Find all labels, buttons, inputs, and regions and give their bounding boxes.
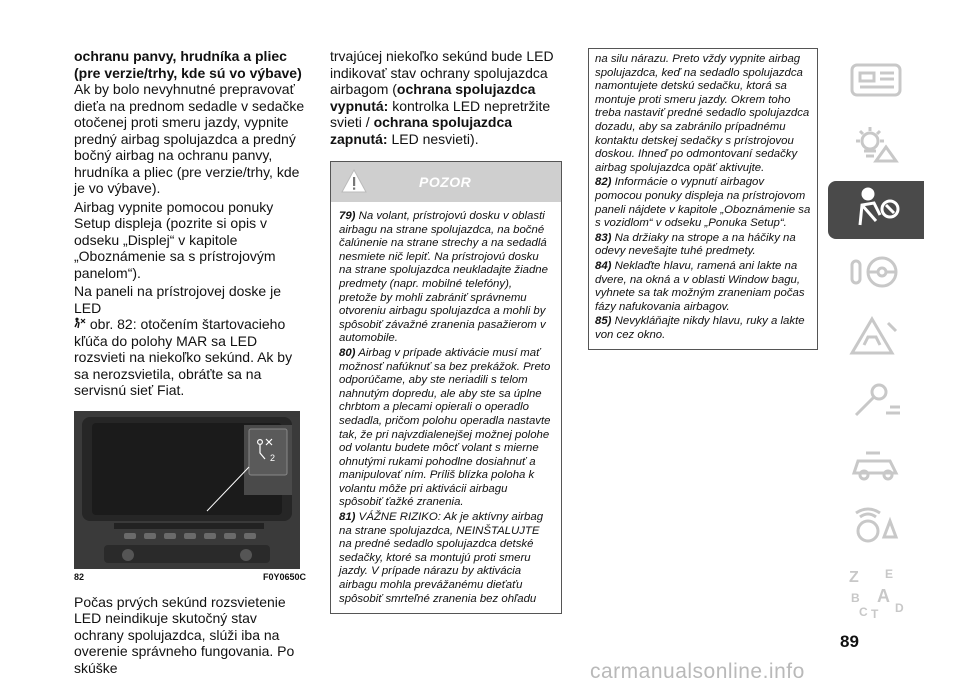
warning-item-85	[595, 315, 811, 342]
warning-body	[331, 202, 561, 613]
warning-item-80-number: 80)	[339, 346, 356, 359]
led-status-bold-on: ochrana spolujazdca zapnutá:	[330, 114, 513, 147]
warning-item-81-text: VÁŽNE RIZIKO: Ak je aktívny airbag na strane spolujazdca, NEINŠTALUJTE na predné sedadlo spolujazdca detské sedačky, ktoré sa montujú proti smeru jazdy. V prípade nárazu by aktivácia airbagu mohla prevážanému dieťaťu spôsobiť smrteľné zranenia bez ohľadu	[339, 511, 544, 605]
warning-item-83	[595, 232, 811, 259]
tab-service-wrench[interactable]	[828, 373, 924, 431]
paragraph-4: Počas prvých sekúnd rozsvietenie LED neindikuje skutočný stav ochrany spolujazdca, slúži iba na overenie správneho fungovania. Po skúške	[74, 593, 295, 676]
warning-item-79	[339, 210, 553, 346]
warning-item-79-text: Na volant, prístrojovú dosku v oblasti airbagu na strane spolujazdca, na bočné čalúnenie na strane strechy a na sedadlá nesmiete nič lepiť. Na prístrojovú dosku na strane spolujazdca neukladajte žiadne predmety (napr. mobilné telefóny), pretože by mohli zabrániť správnemu otvoreniu airbagu spolujazdca a mohli by spôsobiť závažné zranenia pasažierom v automobile.	[339, 210, 548, 345]
warning-item-82-number: 82)	[595, 176, 612, 189]
paragraph-2: Airbag vypnite pomocou ponuky Setup displeja (pozrite si opis v odseku „Displej“ v kapitole „Oboznámenie sa s prístrojovým panelom“).	[74, 198, 276, 281]
tab-breakdown-warning[interactable]	[828, 309, 924, 367]
figure-number: 82	[74, 571, 85, 582]
figure-code: F0Y0650C	[262, 571, 306, 582]
warning-item-80-text: Airbag v prípade aktivácie musí mať možnosť nafúknuť sa bez prekážok. Preto odporúčame, aby ste neriadili s telom nahnutým dopredu, ale aby ste sa úplne chrbtom a plecami opierali o operadlo sedadla, pričom polohu operadla nastavte tak, že pri najvzdialenejšej možnej polohe od volantu budete môcť volant s mierne ohnutými rukami pohodlne dosiahnuť a manipulovať ním. Príliš blízka poloha k volantu môže pri aktivácii airbagu spôsobiť ťažké zranenia.	[339, 346, 551, 509]
figure-caption	[74, 572, 306, 582]
index-letter: Z	[849, 568, 859, 586]
paragraph-3b-text: obr. 82: otočením štartovacieho kľúča do polohy MAR sa LED rozsvieti na niekoľko sekúnd. Ak by sa nerozsvietila, obráťte sa na servisnú sieť Fiat.	[74, 316, 293, 398]
watermark: carmanualsonline.info	[590, 660, 805, 683]
warning-header	[331, 162, 561, 202]
column-left	[74, 48, 306, 678]
paragraph-3	[74, 283, 306, 399]
index-letter: C	[859, 604, 868, 619]
led-status-text-c: LED nesvieti).	[387, 130, 479, 147]
warning-item-85-text: Nevykláňajte nikdy hlavu, ruky a lakte von cez okno.	[595, 315, 805, 341]
figure-82-image	[74, 411, 300, 569]
warning-item-83-text: Na držiaky na strope a na háčiky na odevy nevešajte tuhé predmety.	[595, 231, 796, 258]
index-letter: D	[895, 600, 904, 615]
warning-item-84	[595, 260, 811, 314]
warning-item-81	[339, 511, 553, 606]
led-status-text-a: trvajúcej niekoľko sekúnd bude LED indikovať stav ochrany spolujazdca airbagom (	[330, 48, 554, 97]
car-tools-icon	[846, 443, 906, 490]
warning-continued-text: na silu nárazu. Preto vždy vypnite airbag spolujazdca, keď na sedadlo spolujazdca namontujete detskú sedačku, ktorá sa montuje proti smeru jazdy. Okrem toho treba nastaviť predné sedadlo spolujazdca dozadu, aby sa zabránilo prípadnému kontaktu detskej sedačky s prístrojovou doskou. Ihneď po odmontovaní sedačky airbag spolujazdca opäť aktivujte.	[595, 53, 810, 174]
warning-item-82-text: Informácie o vypnutí airbagov pomocou ponuky displeja na prístrojovom paneli nájdete v kapitole „Oboznámenie sa s vozidlom“ v odseku „Ponuka Setup“.	[595, 176, 811, 230]
service-wrench-icon	[846, 379, 906, 426]
seatbelt-airbag-icon	[846, 185, 906, 236]
airbag-off-icon	[74, 316, 90, 332]
index-letter: A	[877, 585, 890, 606]
key-steering-icon	[846, 251, 906, 298]
tab-warning-lights[interactable]	[828, 117, 924, 175]
page-number: 89	[840, 632, 859, 651]
breakdown-warning-icon	[846, 315, 906, 362]
warning-item-84-text: Neklaďte hlavu, ramená ani lakte na dvere, na okná a v oblasti Window bagu, vyhnete sa tak možným zraneniam počas fázy nafukovania airbagov.	[595, 259, 805, 313]
section-heading-line2: (pre verzie/trhy, kde sú vo výbave)	[74, 64, 302, 81]
warning-box	[330, 161, 562, 614]
warning-item-79-number: 79)	[339, 210, 356, 222]
media-nav-icon	[846, 507, 906, 554]
warning-item-82	[595, 176, 811, 230]
warning-item-80	[339, 347, 553, 510]
tab-media-nav[interactable]	[828, 501, 924, 559]
section-heading-line1: ochranu panvy, hrudníka a pliec	[74, 48, 287, 64]
warning-triangle-icon	[341, 168, 367, 199]
column-right	[588, 48, 818, 350]
warning-continued-box	[588, 48, 818, 350]
svg-text:2: 2	[270, 452, 276, 463]
led-status-paragraph	[330, 48, 562, 147]
led-status-bold-off: ochrana spolujazdca vypnutá:	[330, 81, 536, 114]
warning-item-83-number: 83)	[595, 231, 612, 244]
tab-seatbelt-airbag[interactable]	[828, 181, 924, 239]
index-letter: T	[871, 606, 879, 620]
index-letters-icon	[841, 564, 911, 625]
tab-car-tools[interactable]	[828, 437, 924, 495]
warning-lights-icon	[846, 123, 906, 170]
chapter-tabs	[828, 53, 928, 629]
warning-item-81-number: 81)	[339, 511, 356, 524]
column-middle	[330, 48, 562, 614]
car-dashboard-icon	[846, 59, 906, 106]
tab-key-steering[interactable]	[828, 245, 924, 303]
index-letter: B	[851, 590, 860, 605]
led-status-text-b: kontrolka LED nepretržite svieti /	[330, 97, 551, 130]
warning-item-85-number: 85)	[595, 315, 612, 328]
warning-item-84-number: 84)	[595, 259, 612, 272]
paragraph-3-text: Na paneli na prístrojovej doske je LED	[74, 283, 282, 316]
paragraph-1: Ak by bolo nevyhnutné prepravovať dieťa na prednom sedadle v sedačke otočenej proti smeru jazdy, vypnite predný airbag spolujazdca a predný bočný airbag na ochranu panvy, hrudníka a pliec (pre verzie/trhy, kde je vo výbave).	[74, 81, 305, 196]
warning-title: POZOR	[419, 174, 472, 190]
tab-car-dashboard[interactable]	[828, 53, 924, 111]
tab-index[interactable]	[828, 565, 924, 623]
index-letter: E	[885, 566, 894, 581]
